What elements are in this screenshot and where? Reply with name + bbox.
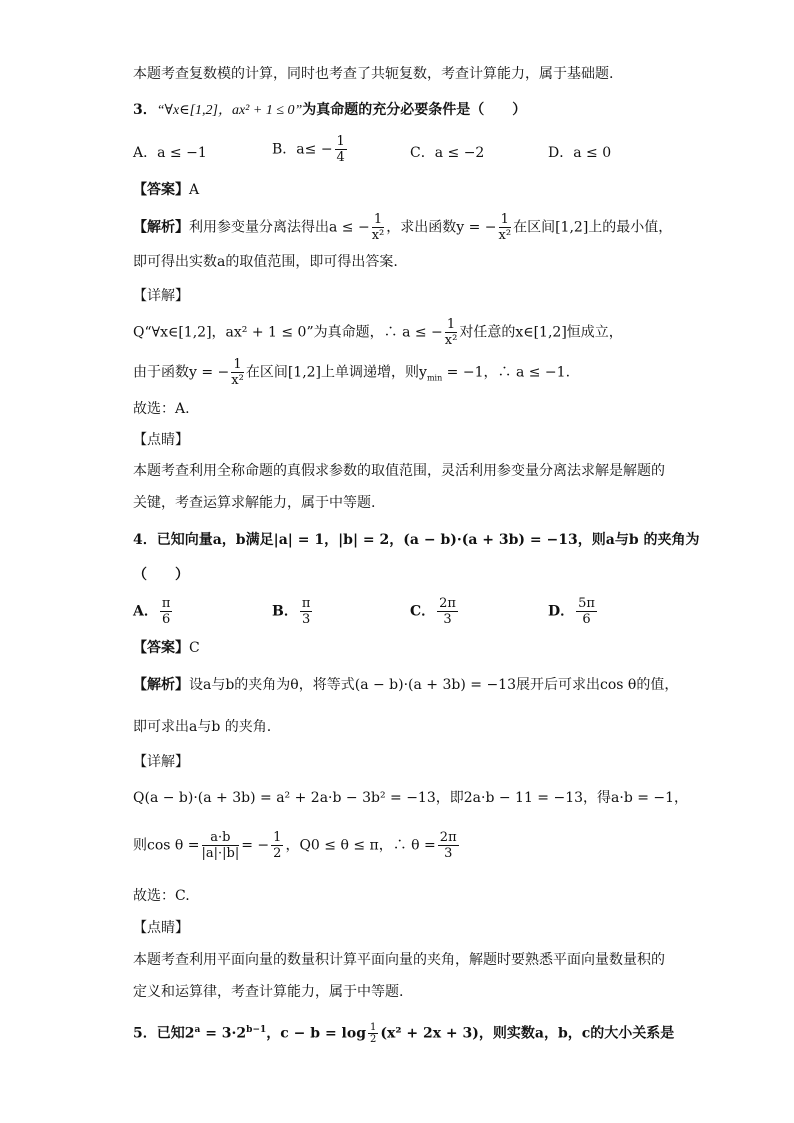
q4-detail-line2: 则cos θ = $\frac{a\cdot b}{|a|\cdot|b|}$ = − $\frac{1}{2}$ ，Q0 ≤ θ ≤ π，∴ θ = $\frac{2\pi}{3}$ — [133, 830, 457, 861]
q4-comment-heading: 【点睛】 — [133, 920, 189, 936]
q3-analysis-line1: 【解析】利用参变量分离法得出a ≤ − $\frac{1}{\text{x²}}$ ，求出函数y = − $\frac{1}{\text{x²}}$ 在区间[1,2]上的最小值， — [133, 212, 673, 243]
q3-comment-line1: 本题考查利用全称命题的真假求参数的取值范围，灵活利用参变量分离法求解是解题的 — [133, 463, 665, 479]
q3-detail-heading: 【详解】 — [133, 288, 189, 304]
q3-question-text: 为真命题的充分必要条件是（ ） — [302, 102, 527, 118]
q4-detail-line1: Q(a − b)·(a + 3b) = a² + 2a·b − 3b² = −13，即2a·b − 11 = −13，得a·b = −1， — [133, 790, 689, 806]
q4-comment-line2: 定义和运算律，考查计算能力，属于中等题. — [133, 984, 404, 1000]
q4-comment-line1: 本题考查利用平面向量的数量积计算平面向量的夹角，解题时要熟悉平面向量数量积的 — [133, 952, 665, 968]
q3-detail-line2: 由于函数y = − $\frac{1}{\text{x²}}$ 在区间[1,2]上单调递增，则$y_{min} = -1$，∴ a ≤ −1. — [133, 357, 571, 388]
q3-number: 3． — [133, 102, 157, 118]
q4-analysis-line2: 即可求出a与b 的夹角. — [133, 719, 272, 735]
q4-stem-line1: 4．已知向量a，b满足|a| = 1，|b| = 2，(a − b)·(a + 3b) = −13，则a与b 的夹角为 — [133, 532, 700, 548]
q4-choice: 故选：C. — [133, 888, 190, 904]
q3-detail-line1: Q“∀x∈[1,2]，ax² + 1 ≤ 0”为真命题，∴ a ≤ − $\frac{1}{\text{x²}}$ 对任意的x∈[1,2]恒成立， — [133, 317, 623, 348]
q4-option-a: A． $\frac{\pi}{6}$ — [133, 596, 171, 627]
q3-comment-heading: 【点睛】 — [133, 432, 189, 448]
q2-summary-line: 本题考查复数模的计算，同时也考查了共轭复数，考查计算能力，属于基础题. — [133, 66, 614, 82]
q3-option-a: A．a ≤ −1 — [133, 145, 207, 161]
q3-option-c: C．a ≤ −2 — [410, 145, 485, 161]
q3-option-b: B．a≤ − $\frac{1}{4}$ — [272, 134, 345, 165]
q3-proposition: “∀x∈[1,2]，ax² + 1 ≤ 0” — [156, 103, 303, 118]
q3-answer: 【答案】A — [133, 182, 200, 198]
q3-choice: 故选：A. — [133, 401, 190, 417]
q3-analysis-line2: 即可得出实数a的取值范围，即可得出答案. — [133, 254, 398, 270]
q4-answer: 【答案】C — [133, 640, 200, 656]
q4-option-c: C． $\frac{2\pi}{3}$ — [410, 596, 456, 627]
q4-option-b: B． $\frac{\pi}{3}$ — [272, 596, 311, 627]
q4-option-d: D． $\frac{5\pi}{6}$ — [548, 596, 595, 627]
q4-analysis-line1: 【解析】设a与b的夹角为θ，将等式(a − b)·(a + 3b) = −13展开后可求出cos θ的值， — [133, 677, 679, 693]
q4-detail-heading: 【详解】 — [133, 754, 189, 770]
q3-option-d: D．a ≤ 0 — [548, 145, 612, 161]
q5-stem: 5．已知$2^a = 3\cdot 2^{b-1}$，c − b = log $\frac{1}{2}$ (x² + 2x + 3)，则实数a，b，c的大小关系是 — [133, 1022, 675, 1046]
q4-stem-line2: （ ） — [133, 567, 189, 583]
q3-comment-line2: 关键，考查运算求解能力，属于中等题. — [133, 495, 376, 511]
q3-stem — [133, 100, 673, 121]
